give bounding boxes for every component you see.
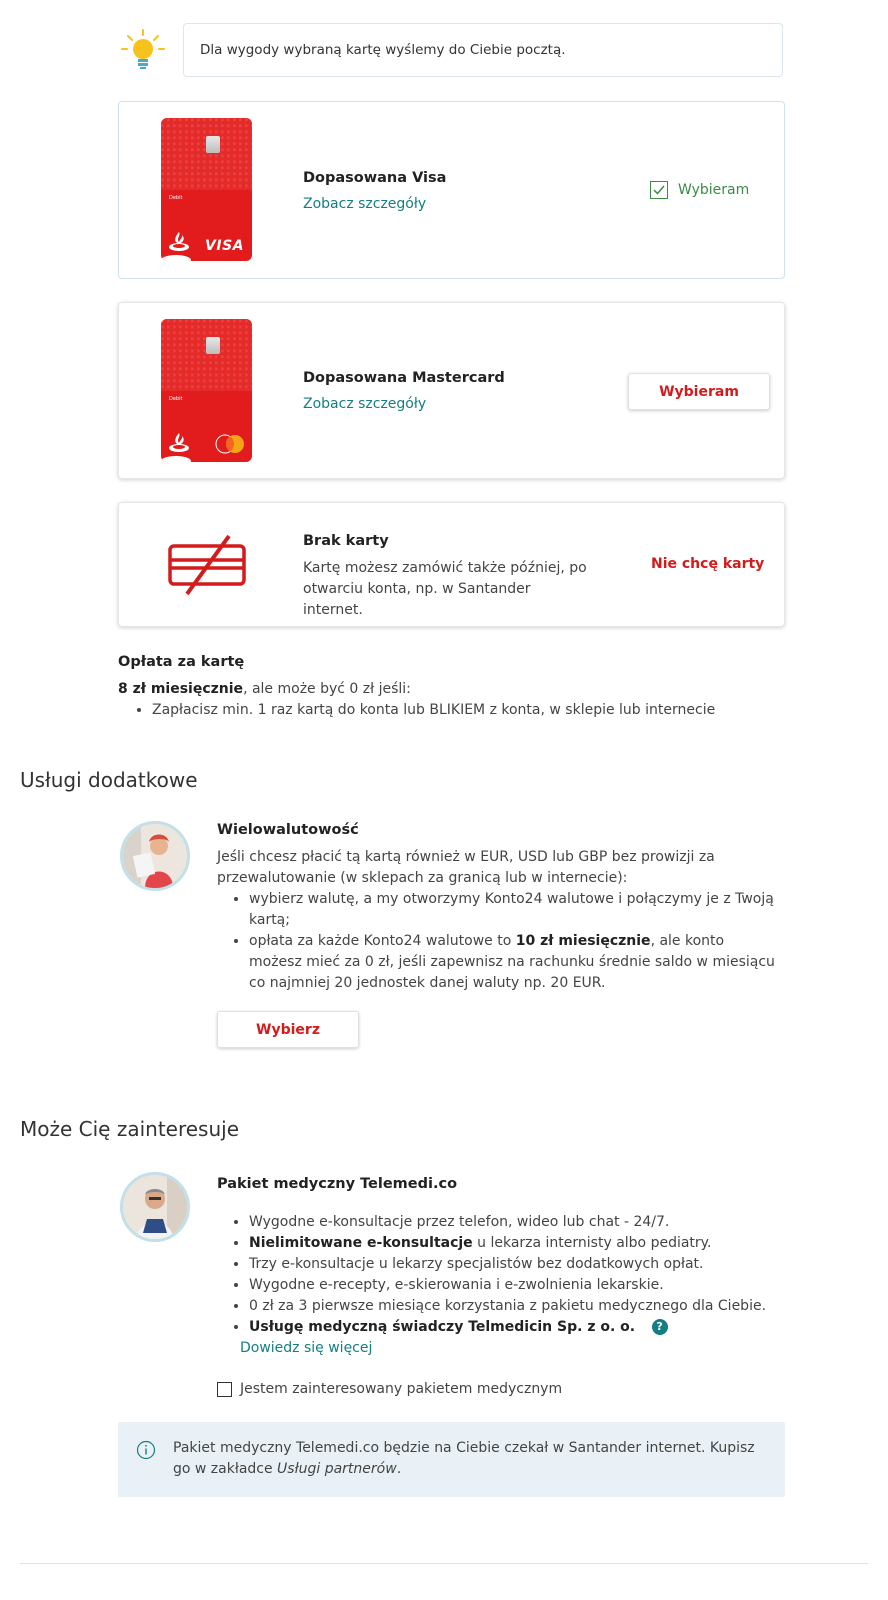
card-debit-label: Debit bbox=[169, 396, 183, 402]
medical-more-link[interactable]: Dowiedz się więcej bbox=[240, 1340, 373, 1356]
card-title-visa: Dopasowana Visa bbox=[303, 170, 447, 186]
no-card-button[interactable]: Nie chcę karty bbox=[651, 556, 765, 572]
fee-description bbox=[118, 679, 798, 721]
visa-details-link[interactable]: Zobacz szczegóły bbox=[303, 196, 427, 212]
delivery-info-text: Dla wygody wybraną kartę wyślemy do Ciebie pocztą. bbox=[200, 42, 566, 58]
visa-selected-indicator[interactable] bbox=[650, 181, 749, 199]
chip-icon bbox=[206, 136, 220, 153]
card-debit-label: Debit bbox=[169, 195, 183, 201]
no-card-title: Brak karty bbox=[303, 533, 389, 549]
multicurrency-title: Wielowalutowość bbox=[217, 822, 359, 838]
delivery-info-box bbox=[183, 23, 783, 77]
card-option-none[interactable] bbox=[118, 502, 785, 627]
medical-bullet: • Wygodne e-konsultacje przez telefon, wideo lub chat - 24/7. bbox=[249, 1212, 787, 1233]
multicurrency-bullet: • opłata za każde Konto24 walutowe to 10 zł miesięcznie, ale konto możesz mieć za 0 zł, jeśli zapewnisz na rachunku średnie saldo w miesiącu co najmniej 20 jednostek danej waluty np. 20 EUR. bbox=[249, 931, 777, 994]
multicurrency-avatar bbox=[120, 821, 190, 891]
medical-avatar bbox=[120, 1172, 190, 1242]
card-option-mastercard[interactable] bbox=[118, 302, 785, 479]
multicurrency-bullet: • wybierz walutę, a my otworzymy Konto24 walutowe i połączymy je z Twoją kartą; bbox=[249, 889, 777, 931]
medical-info-text: Pakiet medyczny Telemedi.co będzie na Ciebie czekał w Santander internet. Kupisz go w zakładce Usługi partnerów. bbox=[173, 1440, 755, 1477]
help-icon[interactable]: ? bbox=[652, 1319, 668, 1335]
select-mastercard-button[interactable]: Wybieram bbox=[628, 373, 770, 410]
medical-bullet: • Wygodne e-recepty, e-skierowania i e-zwolnienia lekarskie. bbox=[249, 1275, 787, 1296]
mastercard-logo-icon bbox=[213, 433, 247, 455]
no-card-icon bbox=[167, 534, 247, 596]
medical-interest-label: Jestem zainteresowany pakietem medycznym bbox=[240, 1381, 563, 1397]
medical-interest-checkbox-row[interactable] bbox=[217, 1379, 562, 1400]
medical-interest-checkbox[interactable] bbox=[217, 1382, 232, 1397]
medical-bullet: • Trzy e-konsultacje u lekarzy specjalistów bez dodatkowych opłat. bbox=[249, 1254, 787, 1275]
medical-benefits bbox=[217, 1212, 787, 1338]
santander-flame-icon bbox=[168, 431, 190, 453]
santander-flame-icon bbox=[168, 230, 190, 252]
extra-services-heading: Usługi dodatkowe bbox=[20, 768, 198, 792]
lightbulb-icon bbox=[120, 28, 166, 74]
medical-info-box bbox=[118, 1422, 785, 1497]
fee-condition: , ale może być 0 zł jeśli: bbox=[243, 681, 411, 697]
visa-card-image bbox=[161, 118, 252, 261]
fee-amount: 8 zł miesięcznie bbox=[118, 681, 244, 697]
medical-bullet: • 0 zł za 3 pierwsze miesiące korzystania z pakietu medycznego dla Ciebie. bbox=[249, 1296, 787, 1317]
medical-bullet: • Nielimitowane e-konsultacje u lekarza internisty albo pediatry. bbox=[249, 1233, 787, 1254]
visa-logo: VISA bbox=[205, 238, 244, 254]
check-icon bbox=[650, 181, 668, 199]
multicurrency-intro: Jeśli chcesz płacić tą kartą również w EUR, USD lub GBP bez prowizji za przewalutowanie (w sklepach za granicą lub w internecie): bbox=[217, 849, 715, 886]
visa-selected-label: Wybieram bbox=[678, 182, 750, 198]
medical-bullet: • Usługę medyczną świadczy Telmedicin Sp. z o. o. ? bbox=[249, 1317, 787, 1338]
info-icon bbox=[136, 1440, 156, 1460]
card-title-mastercard: Dopasowana Mastercard bbox=[303, 370, 505, 386]
fee-bullet: • Zapłacisz min. 1 raz kartą do konta lub BLIKIEM z konta, w sklepie lub internecie bbox=[152, 700, 798, 721]
no-card-description: Kartę możesz zamówić także później, po otwarciu konta, np. w Santander internet. bbox=[303, 560, 587, 618]
mastercard-details-link[interactable]: Zobacz szczegóły bbox=[303, 396, 427, 412]
fee-title: Opłata za kartę bbox=[118, 654, 245, 670]
chip-icon bbox=[206, 337, 220, 354]
medical-title: Pakiet medyczny Telemedi.co bbox=[217, 1176, 458, 1192]
multicurrency-select-button[interactable]: Wybierz bbox=[217, 1011, 359, 1048]
interest-heading: Może Cię zainteresuje bbox=[20, 1117, 240, 1141]
footer-divider bbox=[20, 1563, 868, 1564]
multicurrency-description bbox=[217, 847, 777, 994]
mastercard-card-image bbox=[161, 319, 252, 462]
card-option-visa[interactable] bbox=[118, 101, 785, 279]
